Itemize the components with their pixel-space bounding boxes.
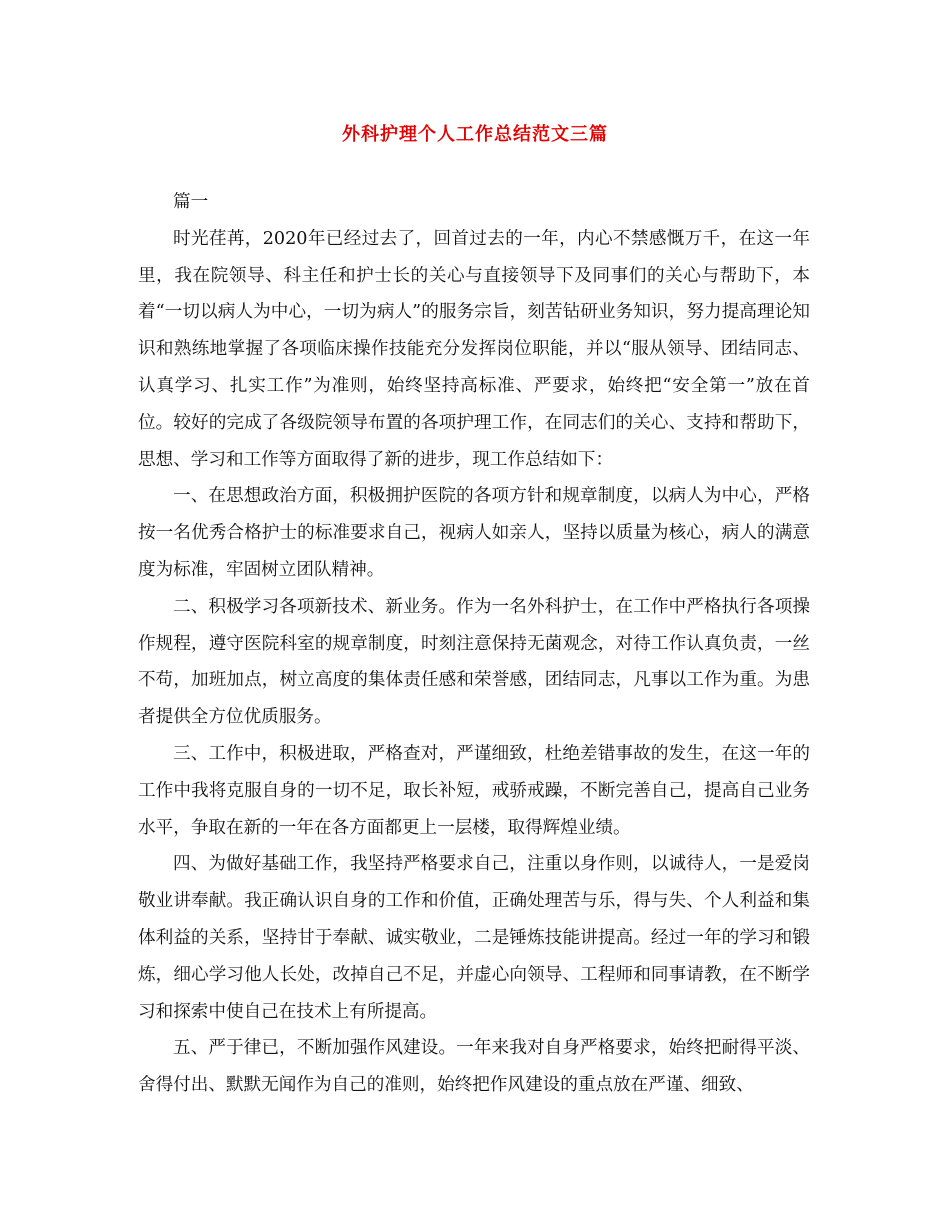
- section-heading: 篇一: [173, 192, 209, 212]
- body-paragraph: 四、为做好基础工作，我坚持严格要求自己，注重以身作则，以诚待人，一是爱岗敬业讲奉献。我正确认识自身的工作和价值，正确处理苦与乐，得与失、个人利益和集体利益的关系，坚持甘于奉献、诚实敬业，二是锤炼技能讲提高。经过一年的学习和锻炼，细心学习他人长处，改掉自己不足，并虚心向领导、工程师和同事请教，在不断学习和探索中使自己在技术上有所提高。: [138, 854, 810, 1022]
- document-title: 外科护理个人工作总结范文三篇: [342, 124, 608, 145]
- body-paragraph: 五、严于律已，不断加强作风建设。一年来我对自身严格要求，始终把耐得平淡、舍得付出、默默无闻作为自己的准则，始终把作风建设的重点放在严谨、细致、: [138, 1038, 810, 1096]
- body-paragraph: 一、在思想政治方面，积极拥护医院的各项方针和规章制度，以病人为中心，严格按一名优秀合格护士的标准要求自己，视病人如亲人，坚持以质量为核心，病人的满意度为标准，牢固树立团队精神。: [138, 486, 810, 580]
- body-paragraph: 三、工作中，积极进取，严格查对，严谨细致，杜绝差错事故的发生，在这一年的工作中我将克服自身的一切不足，取长补短，戒骄戒躁，不断完善自己，提高自己业务水平，争取在新的一年在各方面都更上一层楼，取得辉煌业绩。: [138, 743, 810, 838]
- body-paragraph: 时光荏苒，2020年已经过去了，回首过去的一年，内心不禁感慨万千，在这一年里，我在院领导、科主任和护士长的关心与直接领导下及同事们的关心与帮助下，本着“一切以病人为中心，一切为病人”的服务宗旨，刻苦钻研业务知识，努力提高理论知识和熟练地掌握了各项临床操作技能充分发挥岗位职能，并以“服从领导、团结同志、认真学习、扎实工作”为准则，始终坚持高标准、严要求，始终把“安全第一”放在首位。较好的完成了各级院领导布置的各项护理工作，在同志们的关心、支持和帮助下，思想、学习和工作等方面取得了新的进步，现工作总结如下：: [138, 228, 810, 470]
- document-body: [138, 184, 810, 1104]
- body-paragraph: 二、积极学习各项新技术、新业务。作为一名外科护士，在工作中严格执行各项操作规程，遵守医院科室的规章制度，时刻注意保持无菌观念，对待工作认真负责，一丝不苟，加班加点，树立高度的集体责任感和荣誉感，团结同志，凡事以工作为重。为患者提供全方位优质服务。: [138, 596, 810, 728]
